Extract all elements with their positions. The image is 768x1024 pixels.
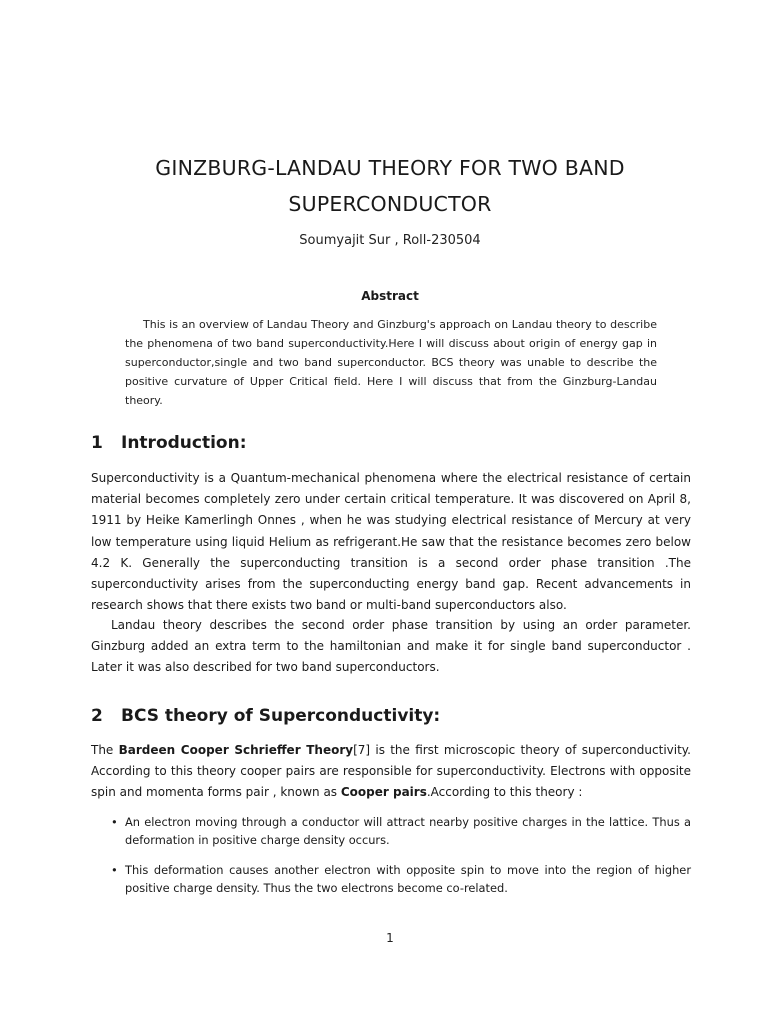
section-title: Introduction: — [121, 433, 247, 453]
bcs-intro-mid: [7] is the first microscopic theory of superconductivity. According to this theory cooper pairs are responsible for superconductivity. Electrons with opposite spin and momenta forms pair , known as — [91, 743, 691, 800]
paper-title-line-2: SUPERCONDUCTOR — [288, 192, 492, 216]
intro-paragraph-2: Landau theory describes the second order phase transition by using an order parameter. Ginzburg added an extra term to the hamiltonian and make it for single band superconductor . Later it was also described for two band superconductors. — [91, 618, 691, 675]
list-item — [111, 862, 691, 897]
page-number: 1 — [386, 931, 394, 945]
author-line: Soumyajit Sur , Roll-230504 — [299, 233, 481, 248]
bcs-bullet-list — [111, 814, 691, 849]
cooper-pairs-term: Cooper pairs — [340, 785, 427, 800]
paper-title — [60, 150, 720, 222]
abstract-heading: Abstract — [361, 289, 419, 303]
list-item-text: This deformation causes another electron with opposite spin to move into the region of higher positive charge density. Thus the two electrons become co-related. — [125, 863, 691, 895]
bcs-bullet-list-2 — [111, 862, 691, 897]
bullet-icon: • — [111, 863, 118, 877]
section-heading-bcs-theory — [91, 706, 440, 726]
section-number: 2 — [91, 706, 103, 726]
section-heading-introduction — [91, 433, 247, 453]
section-title: BCS theory of Superconductivity: — [121, 706, 441, 726]
list-item — [111, 814, 691, 849]
intro-paragraph-1: Superconductivity is a Quantum-mechanical phenomena where the electrical resistance of certain material becomes completely zero under certain critical temperature. It was discovered on April 8, 1911 by Heike Kamerlingh Onnes , when he was studying electrical resistance of Mercury at very low temperature using liquid Helium as refrigerant.He saw that the resistance becomes zero below 4.2 K. Generally the superconducting transition is a second order phase transition .The superconductivity arises from the superconducting energy band gap. Recent advancements in research shows that there exists two band or multi-band superconductors also. — [91, 471, 691, 613]
bcs-intro-paragraph — [91, 740, 691, 804]
section-number: 1 — [91, 433, 103, 453]
bcs-intro-pre: The — [91, 743, 119, 757]
list-item-text: An electron moving through a conductor will attract nearby positive charges in the lattice. Thus a deformation in positive charge density occurs. — [125, 815, 691, 847]
paper-title-line-1: GINZBURG-LANDAU THEORY FOR TWO BAND — [155, 156, 625, 180]
bcs-theory-name: Bardeen Cooper Schrieffer Theory — [118, 743, 354, 757]
abstract-text: This is an overview of Landau Theory and Ginzburg's approach on Landau theory to describe the phenomena of two band superconductivity.Here I will discuss about origin of energy gap in superconductor,single and two band superconductor. BCS theory was unable to describe the positive curvature of Upper Critical field. Here I will discuss that from the Ginzburg-Landau theory. — [125, 318, 657, 407]
bcs-intro-post: .According to this theory : — [426, 785, 583, 800]
bullet-icon: • — [111, 815, 118, 829]
